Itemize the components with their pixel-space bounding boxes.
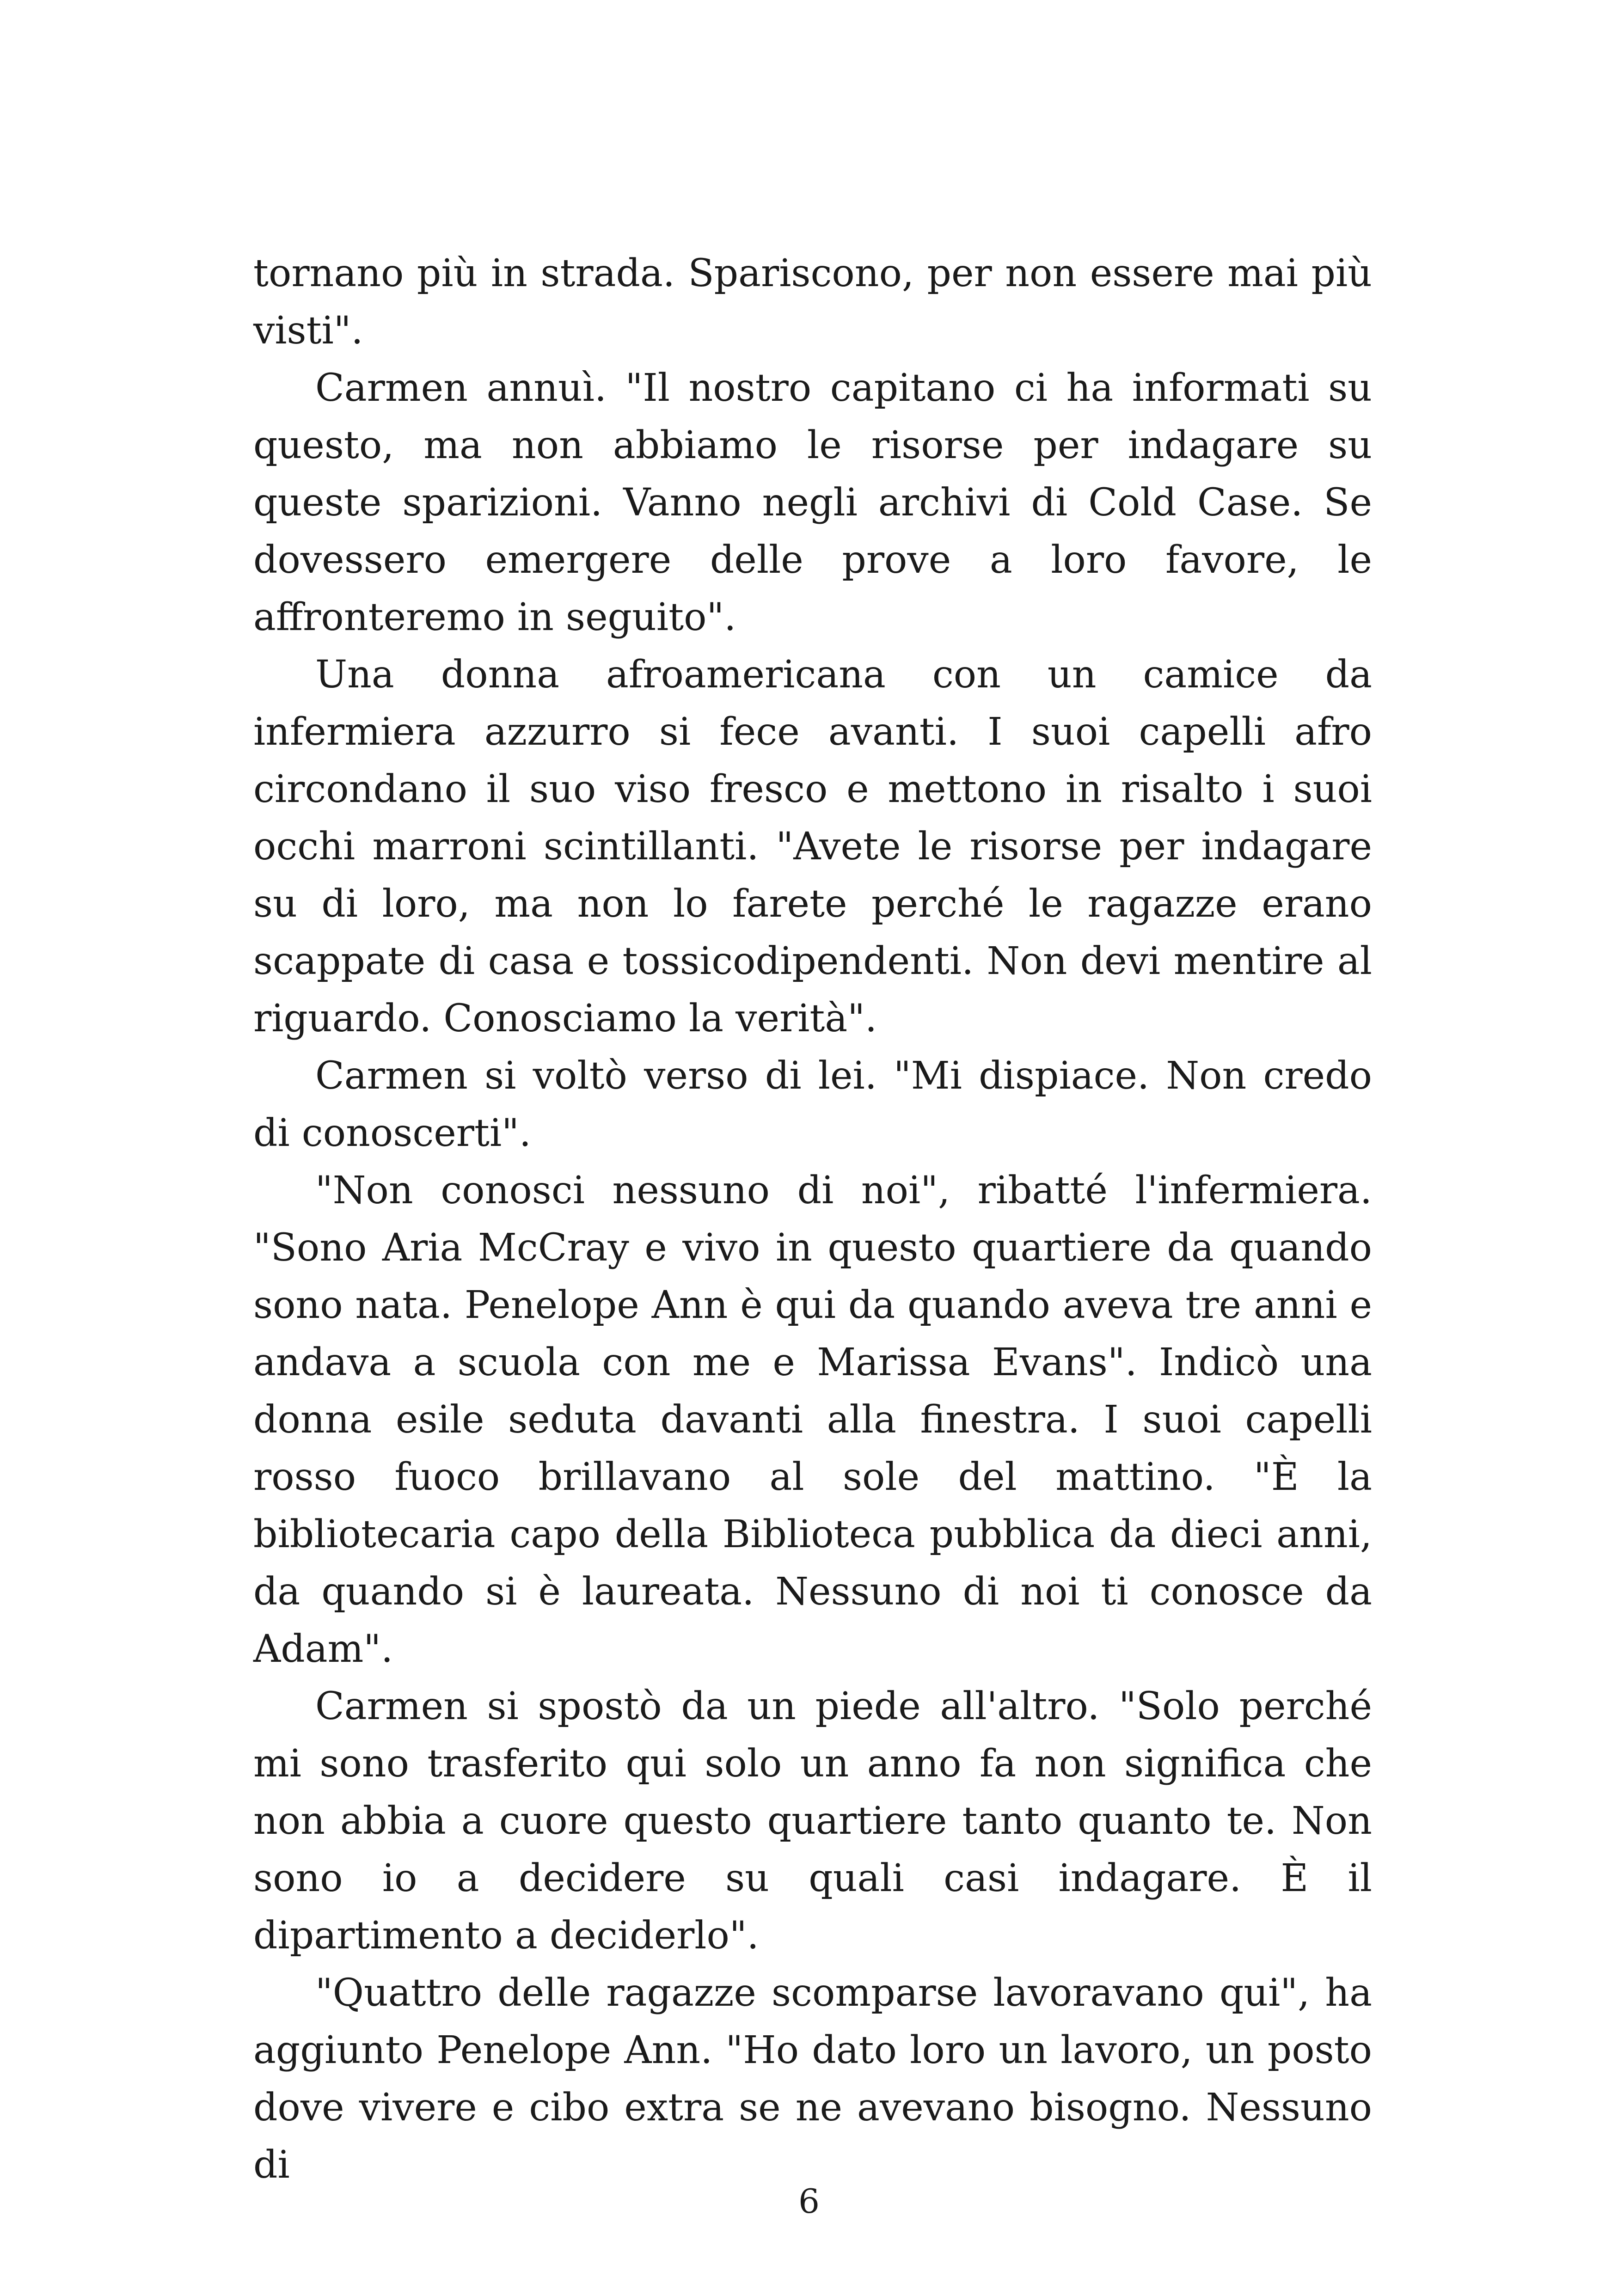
page-number: 6 bbox=[798, 2182, 820, 2221]
paragraph-1: tornano più in strada. Spariscono, per non essere mai più visti". bbox=[253, 251, 1372, 353]
paragraph-4: Carmen si voltò verso di lei. "Mi dispiace. Non credo di conoscerti". bbox=[253, 1054, 1372, 1155]
paragraph-7: "Quattro delle ragazze scomparse lavoravano qui", ha aggiunto Penelope Ann. "Ho dato loro un lavoro, un posto dove vivere e cibo extra se ne avevano bisogno. Nessuno di bbox=[253, 1971, 1372, 2187]
paragraph-3: Una donna afroamericana con un camice da infermiera azzurro si fece avanti. I suoi capelli afro circondano il suo viso fresco e mettono in risalto i suoi occhi marroni scintillanti. "Avete le risorse per indagare su di loro, ma non lo farete perché le ragazze erano scappate di casa e tossicodipendenti. Non devi mentire al riguardo. Conosciamo la verità". bbox=[253, 653, 1372, 1041]
paragraph-6: Carmen si spostò da un piede all'altro. "Solo perché mi sono trasferito qui solo un anno fa non significa che non abbia a cuore questo quartiere tanto quanto te. Non sono io a decidere su quali casi indagare. È il dipartimento a deciderlo". bbox=[253, 1684, 1372, 1958]
paragraph-2: Carmen annuì. "Il nostro capitano ci ha informati su questo, ma non abbiamo le risorse per indagare su queste sparizioni. Vanno negli archivi di Cold Case. Se dovessero emergere delle prove a loro favore, le affronteremo in seguito". bbox=[253, 366, 1372, 639]
body-text bbox=[253, 245, 1372, 2194]
paragraph-5: "Non conosci nessuno di noi", ribatté l'infermiera. "Sono Aria McCray e vivo in questo quartiere da quando sono nata. Penelope Ann è qui da quando aveva tre anni e andava a scuola con me e Marissa Evans". Indicò una donna esile seduta davanti alla finestra. I suoi capelli rosso fuoco brillavano al sole del mattino. "È la bibliotecaria capo della Biblioteca pubblica da dieci anni, da quando si è laureata. Nessuno di noi ti conosce da Adam". bbox=[253, 1169, 1372, 1671]
